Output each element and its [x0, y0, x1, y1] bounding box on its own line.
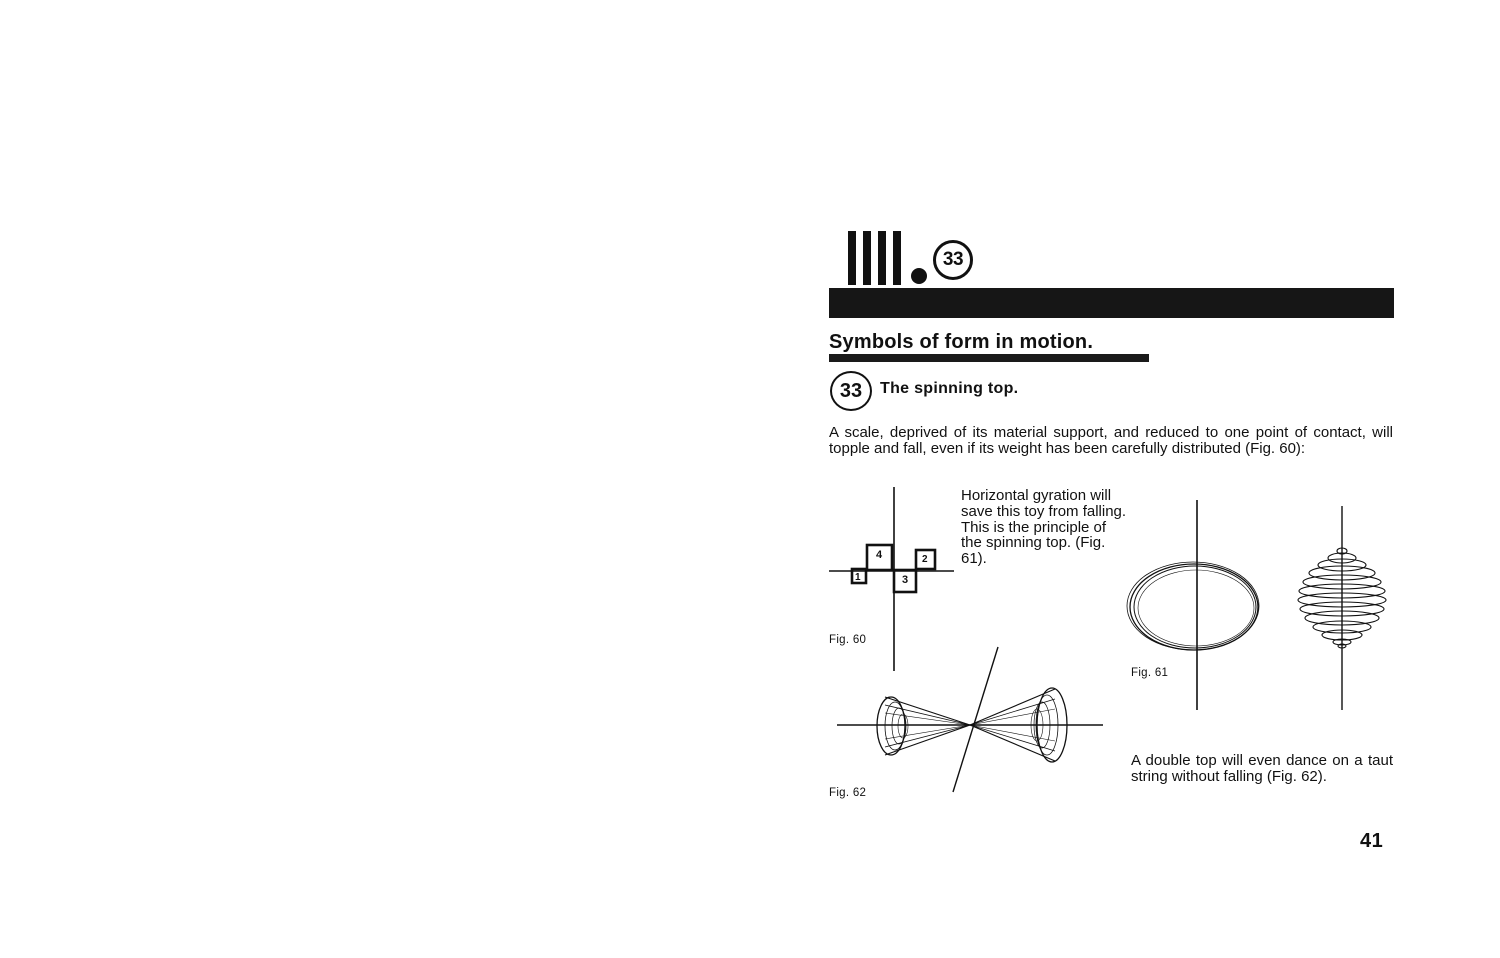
numeral-bar: [848, 231, 856, 285]
chapter-dot: [911, 268, 927, 284]
fig60-box-label: 3: [902, 574, 909, 586]
figure-62-illustration: [835, 645, 1105, 795]
figure-61-illustration: [1124, 498, 1394, 714]
subsection-title: The spinning top.: [880, 380, 1019, 397]
subsection-number: 33: [839, 379, 863, 402]
section-title-underline: [829, 354, 1149, 362]
chapter-badge-number: 33: [942, 249, 964, 270]
page-number: 41: [1360, 830, 1384, 852]
fig61-caption: Fig. 61: [1131, 667, 1169, 679]
numeral-bar: [863, 231, 871, 285]
fig62-caption: Fig. 62: [829, 787, 867, 799]
fig60-box-label: 2: [922, 554, 928, 565]
chapter-header-band: [829, 288, 1394, 318]
fig60-caption: Fig. 60: [829, 634, 867, 646]
fig60-box-label: 1: [855, 572, 861, 583]
subsection-badge: [830, 371, 872, 411]
closing-text: A double top will even dance on a taut string without falling (Fig. 62).: [1131, 752, 1393, 785]
chapter-badge: [933, 240, 973, 280]
numeral-bar: [878, 231, 886, 285]
numeral-bar: [893, 231, 901, 285]
fig60-box-label: 4: [876, 549, 883, 561]
section-title: Symbols of form in motion.: [829, 331, 1094, 353]
body-paragraph: A scale, deprived of its material support, and reduced to one point of contact, will topple and fall, even if its weight has been carefully distributed (Fig. 60):: [829, 424, 1393, 457]
side-text: Horizontal gyration will save this toy from falling. This is the principle of the spinning top. (Fig. 61).: [961, 487, 1127, 568]
